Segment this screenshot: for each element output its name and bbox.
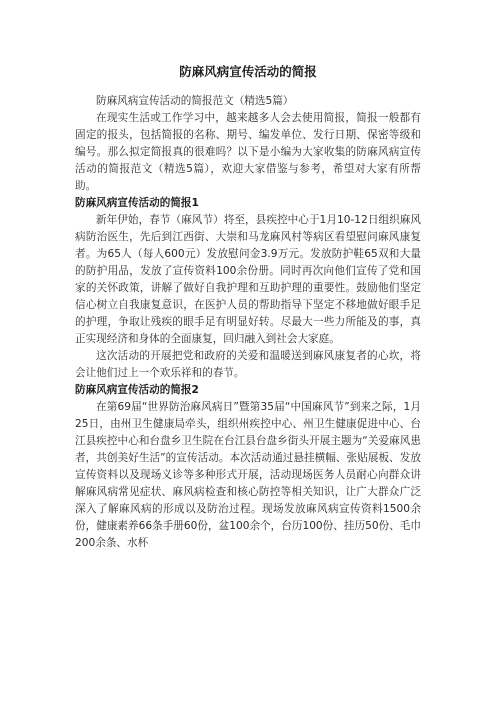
document-body xyxy=(75,93,421,552)
section-2-heading: 防麻风病宣传活动的简报2 xyxy=(75,384,199,396)
section-1-heading: 防麻风病宣传活动的简报1 xyxy=(75,197,199,209)
intro-paragraph: 在现实生活或工作学习中，越来越多人会去使用简报，简报一般都有固定的报头，包括简报的名称、期号、编发单位、发行日期、保密等级和编号。那么拟定简报真的很难吗？以下是小编为大家收集的防麻风病宣传活动的简报范文（精选5篇），欢迎大家借鉴与参考，希望对大家有所帮助。 xyxy=(75,112,421,192)
document-title: 防麻风病宣传活动的简报 xyxy=(179,64,317,79)
section-1-paragraph-2: 这次活动的开展把党和政府的关爱和温暖送到麻风康复者的心坎，将会让他们过上一个欢乐祥和的春节。 xyxy=(75,350,421,379)
section-1-paragraph-1: 新年伊始，春节（麻风节）将至，县疾控中心于1月10-12日组织麻风病防治医生，先后到江西街、大崇和马龙麻风村等病区看望慰问麻风康复者。为65人（每人600元）发放慰问金3.9万元。发放防护鞋65双和大量的防护用品，发放了宣传资料100余份册。同时再次向他们宣传了党和国家的关怀政策，讲解了做好自我护理和互助护理的重要性。鼓励他们坚定信心树立自我康复意识，在医护人员的帮助指导下坚定不移地做好眼手足的护理，争取让残疾的眼手足有明显好转。尽最大一些力所能及的事，真正实现经济和身体的全面康复，回归融入到社会大家庭。 xyxy=(75,214,421,345)
section-2-paragraph-1: 在第69届“世界防治麻风病日”暨第35届“中国麻风节”到来之际，1月25日，由州卫生健康局牵头，组织州疾控中心、州卫生健康促进中心、台江县疾控中心和台盘乡卫生院在台江县台盘乡街头开展主题为“关爱麻风患者，共创美好生活”的宣传活动。本次活动通过悬挂横幅、张贴展板、发放宣传资料以及现场义诊等多种形式开展，活动现场医务人员耐心向群众讲解麻风病常见症状、麻风病检查和核心防控等相关知识，让广大群众广泛深入了解麻风病的形成以及防治过程。现场发放麻风病宣传资料1500余份，健康素养66条手册60份，盆100余个，台历100份、挂历50份、毛巾200余条、水杯 xyxy=(75,401,421,549)
intro-title: 防麻风病宣传活动的简报范文（精选5篇） xyxy=(96,95,294,107)
